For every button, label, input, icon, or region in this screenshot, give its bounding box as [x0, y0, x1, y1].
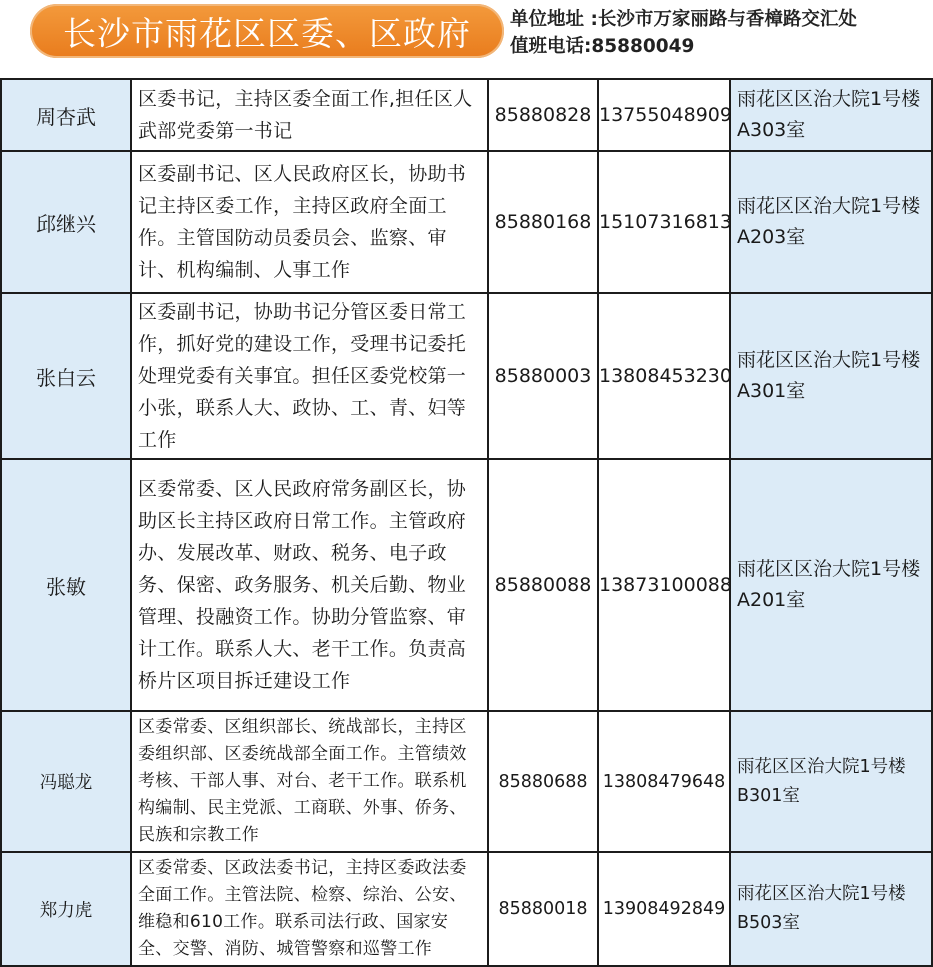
leader-name: 张白云 [1, 293, 131, 459]
office-address: 雨花区区治大院1号楼B301室 [730, 711, 932, 852]
leader-name: 冯聪龙 [1, 711, 131, 852]
table-row [1, 852, 932, 966]
leader-name: 邱继兴 [1, 151, 131, 293]
leader-name: 郑力虎 [1, 852, 131, 966]
mobile-phone: 13755048909 [598, 79, 730, 151]
leader-duty: 区委副书记、区人民政府区长，协助书记主持区委工作，主持区政府全面工作。主管国防动员委员会、监察、审计、机构编制、人事工作 [131, 151, 488, 293]
leader-duty: 区委常委、区组织部长、统战部长，主持区委组织部、区委统战部全面工作。主管绩效考核、干部人事、对台、老干工作。联系机构编制、民主党派、工商联、外事、侨务、民族和宗教工作 [131, 711, 488, 852]
office-phone: 85880018 [488, 852, 598, 966]
mobile-phone: 13873100088 [598, 459, 730, 711]
duty-phone: 值班电话:85880049 [510, 36, 695, 57]
page-title: 长沙市雨花区区委、区政府 [63, 13, 471, 53]
contact-info [510, 6, 930, 60]
office-phone: 85880088 [488, 459, 598, 711]
leader-duty: 区委常委、区人民政府常务副区长，协助区长主持区政府日常工作。主管政府办、发展改革、财政、税务、电子政务、保密、政务服务、机关后勤、物业管理、投融资工作。协助分管监察、审计工作。联系人大、老干工作。负责高桥片区项目拆迁建设工作 [131, 459, 488, 711]
office-phone: 85880688 [488, 711, 598, 852]
mobile-phone: 13808453230 [598, 293, 730, 459]
leader-name: 张敏 [1, 459, 131, 711]
office-address: 雨花区区治大院1号楼A303室 [730, 79, 932, 151]
title-banner [30, 4, 504, 58]
table-row [1, 711, 932, 852]
office-phone: 85880168 [488, 151, 598, 293]
office-phone: 85880828 [488, 79, 598, 151]
office-address: 雨花区区治大院1号楼A201室 [730, 459, 932, 711]
office-address: 雨花区区治大院1号楼B503室 [730, 852, 932, 966]
leaders-table [0, 78, 933, 967]
mobile-phone: 13808479648 [598, 711, 730, 852]
leaders-table-wrap [0, 78, 933, 967]
table-row [1, 459, 932, 711]
office-address: 雨花区区治大院1号楼A301室 [730, 293, 932, 459]
mobile-phone: 13908492849 [598, 852, 730, 966]
leader-duty: 区委常委、区政法委书记，主持区委政法委全面工作。主管法院、检察、综治、公安、维稳和610工作。联系司法行政、国家安全、交警、消防、城管警察和巡警工作 [131, 852, 488, 966]
leader-duty: 区委副书记，协助书记分管区委日常工作，抓好党的建设工作，受理书记委托处理党委有关事宜。担任区委党校第一小张，联系人大、政协、工、青、妇等工作 [131, 293, 488, 459]
table-row [1, 79, 932, 151]
mobile-phone: 15107316813 [598, 151, 730, 293]
office-address: 雨花区区治大院1号楼A203室 [730, 151, 932, 293]
table-row [1, 151, 932, 293]
unit-address: 单位地址 :长沙市万家丽路与香樟路交汇处 [510, 9, 857, 30]
leader-name: 周杏武 [1, 79, 131, 151]
leader-duty: 区委书记，主持区委全面工作,担任区人武部党委第一书记 [131, 79, 488, 151]
office-phone: 85880003 [488, 293, 598, 459]
table-row [1, 293, 932, 459]
page-header [0, 0, 933, 70]
